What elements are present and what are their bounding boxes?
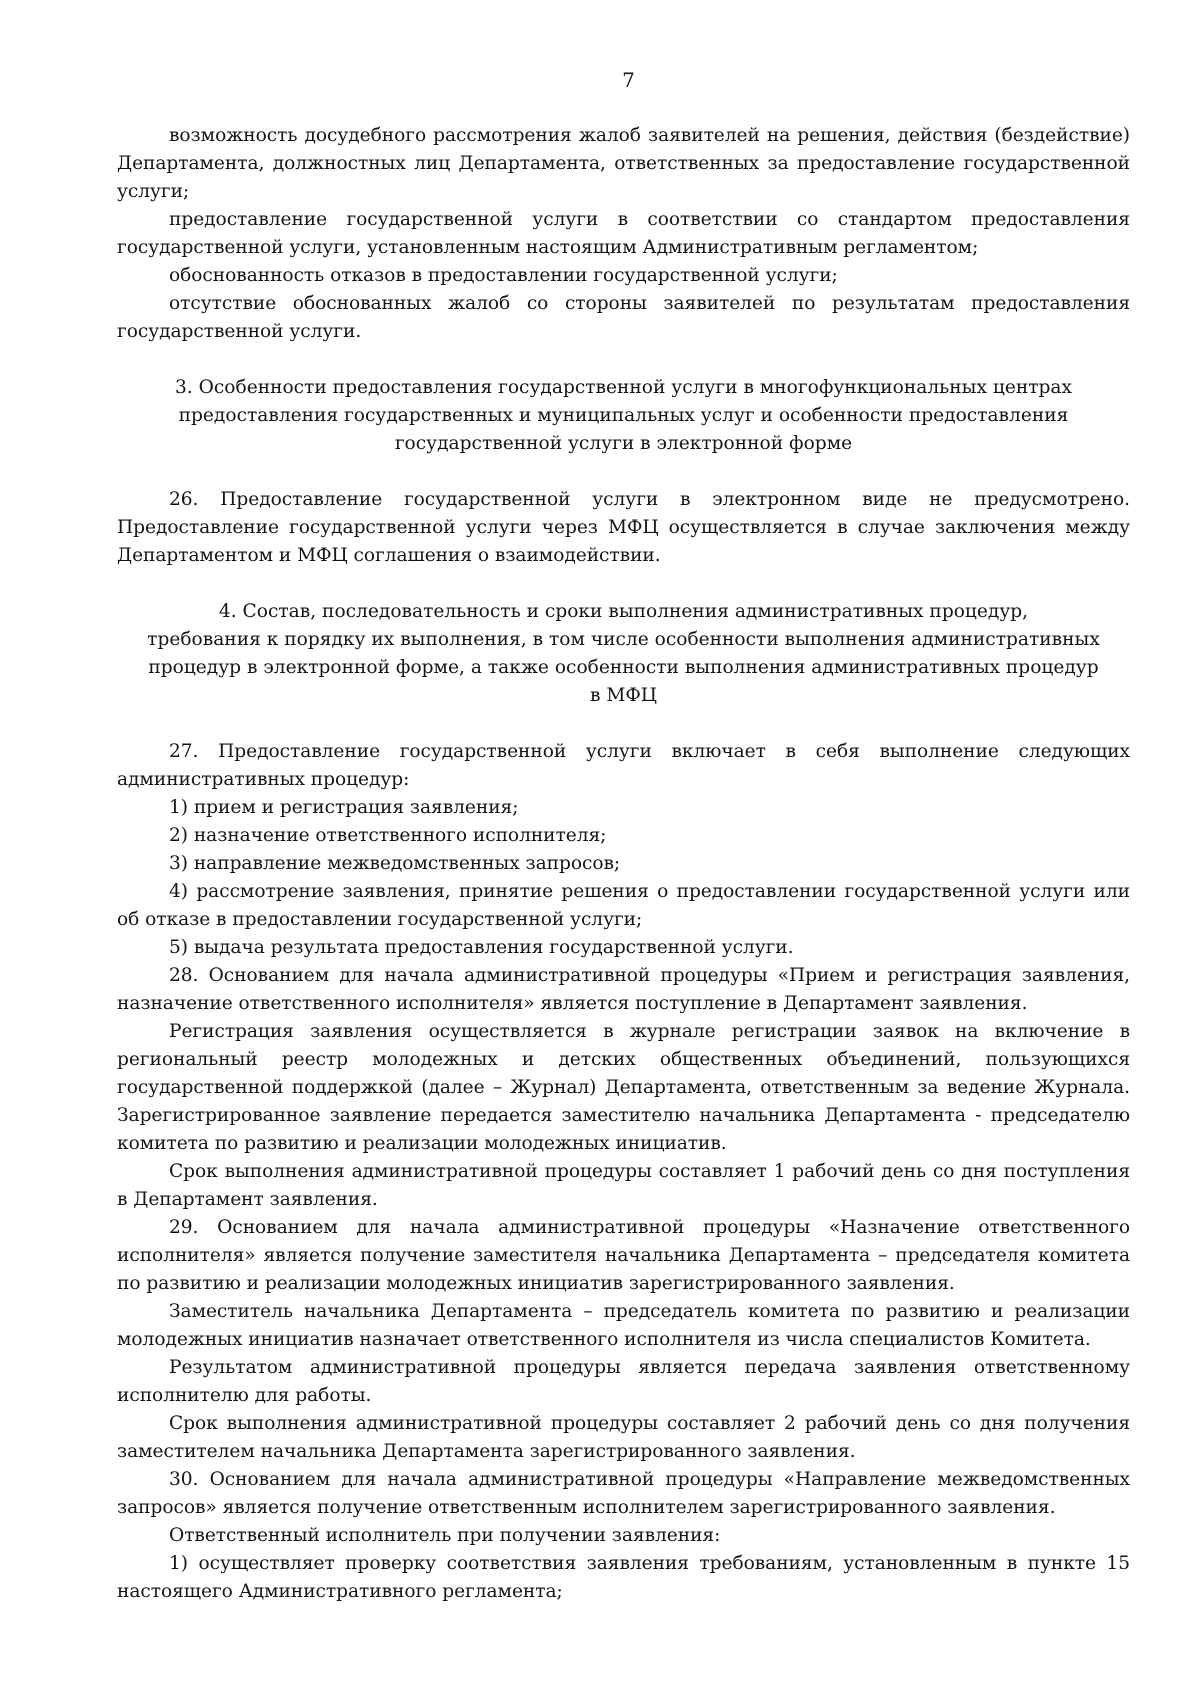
spacer bbox=[117, 570, 1130, 598]
heading-line: требования к порядку их выполнения, в том числе особенности выполнения административных bbox=[147, 629, 1100, 650]
paragraph: возможность досудебного рассмотрения жалоб заявителей на решения, действия (бездействие) Департамента, должностных лиц Департамента, ответственных за предоставление государственной услуги; bbox=[117, 125, 1130, 202]
paragraph: Ответственный исполнитель при получении заявления: bbox=[169, 1525, 721, 1546]
section-4-body bbox=[117, 738, 1130, 1606]
section-4-heading bbox=[117, 598, 1130, 710]
paragraph-26: 26. Предоставление государственной услуги в электронном виде не предусмотрено. Предоставление государственной услуги через МФЦ осуществляется в случае заключения между Департаментом и МФЦ соглашения о взаимодействии. bbox=[117, 489, 1130, 566]
paragraph: отсутствие обоснованных жалоб со стороны заявителей по результатам предоставления государственной услуги. bbox=[117, 293, 1130, 342]
paragraph-29: 29. Основанием для начала административной процедуры «Назначение ответственного исполнителя» является получение заместителя начальника Департамента – председателя комитета по развитию и реализации молодежных инициатив зарегистрированного заявления. bbox=[117, 1217, 1130, 1294]
list-item: 2) назначение ответственного исполнителя; bbox=[169, 825, 607, 846]
list-item: 5) выдача результата предоставления государственной услуги. bbox=[169, 937, 794, 958]
criteria-list bbox=[117, 122, 1130, 346]
heading-line: процедур в электронной форме, а также особенности выполнения административных процедур bbox=[148, 657, 1099, 678]
paragraph: Заместитель начальника Департамента – председатель комитета по развитию и реализации молодежных инициатив назначает ответственного исполнителя из числа специалистов Комитета. bbox=[117, 1301, 1130, 1350]
spacer bbox=[117, 458, 1130, 486]
heading-line: в МФЦ bbox=[589, 685, 658, 706]
paragraph: Регистрация заявления осуществляется в журнале регистрации заявок на включение в региональный реестр молодежных и детских общественных объединений, пользующихся государственной поддержкой (далее – Журнал) Департамента, ответственным за ведение Журнала. Зарегистрированное заявление передается заместителю начальника Департамента - председателю комитета по развитию и реализации молодежных инициатив. bbox=[117, 1021, 1130, 1154]
paragraph: обоснованность отказов в предоставлении государственной услуги; bbox=[169, 265, 838, 286]
spacer bbox=[117, 346, 1130, 374]
paragraph-27: 27. Предоставление государственной услуги включает в себя выполнение следующих административных процедур: bbox=[117, 741, 1130, 790]
paragraph-30: 30. Основанием для начала административной процедуры «Направление межведомственных запросов» является получение ответственным исполнителем зарегистрированного заявления. bbox=[117, 1469, 1130, 1518]
heading-line: 3. Особенности предоставления государственной услуги в многофункциональных центрах bbox=[175, 377, 1072, 398]
paragraph: Результатом административной процедуры является передача заявления ответственному исполнителю для работы. bbox=[117, 1357, 1130, 1406]
list-item: 4) рассмотрение заявления, принятие решения о предоставлении государственной услуги или об отказе в предоставлении государственной услуги; bbox=[117, 881, 1130, 930]
paragraph-28: 28. Основанием для начала административной процедуры «Прием и регистрация заявления, назначение ответственного исполнителя» является поступление в Департамент заявления. bbox=[117, 965, 1130, 1014]
paragraph: Срок выполнения административной процедуры составляет 1 рабочий день со дня поступления в Департамент заявления. bbox=[117, 1161, 1130, 1210]
spacer bbox=[117, 710, 1130, 738]
page-number: 7 bbox=[622, 68, 635, 92]
list-item: 1) осуществляет проверку соответствия заявления требованиям, установленным в пункте 15 настоящего Административного регламента; bbox=[117, 1553, 1130, 1602]
paragraph: предоставление государственной услуги в соответствии со стандартом предоставления государственной услуги, установленным настоящим Административным регламентом; bbox=[117, 209, 1130, 258]
list-item: 3) направление межведомственных запросов; bbox=[169, 853, 621, 874]
heading-line: предоставления государственных и муниципальных услуг и особенности предоставления bbox=[178, 405, 1069, 426]
heading-line: 4. Состав, последовательность и сроки выполнения административных процедур, bbox=[218, 601, 1029, 622]
heading-line: государственной услуги в электронной форме bbox=[394, 433, 853, 454]
paragraph: Срок выполнения административной процедуры составляет 2 рабочий день со дня получения заместителем начальника Департамента зарегистрированного заявления. bbox=[117, 1413, 1130, 1462]
section-3-heading bbox=[117, 374, 1130, 458]
list-item: 1) прием и регистрация заявления; bbox=[169, 797, 519, 818]
